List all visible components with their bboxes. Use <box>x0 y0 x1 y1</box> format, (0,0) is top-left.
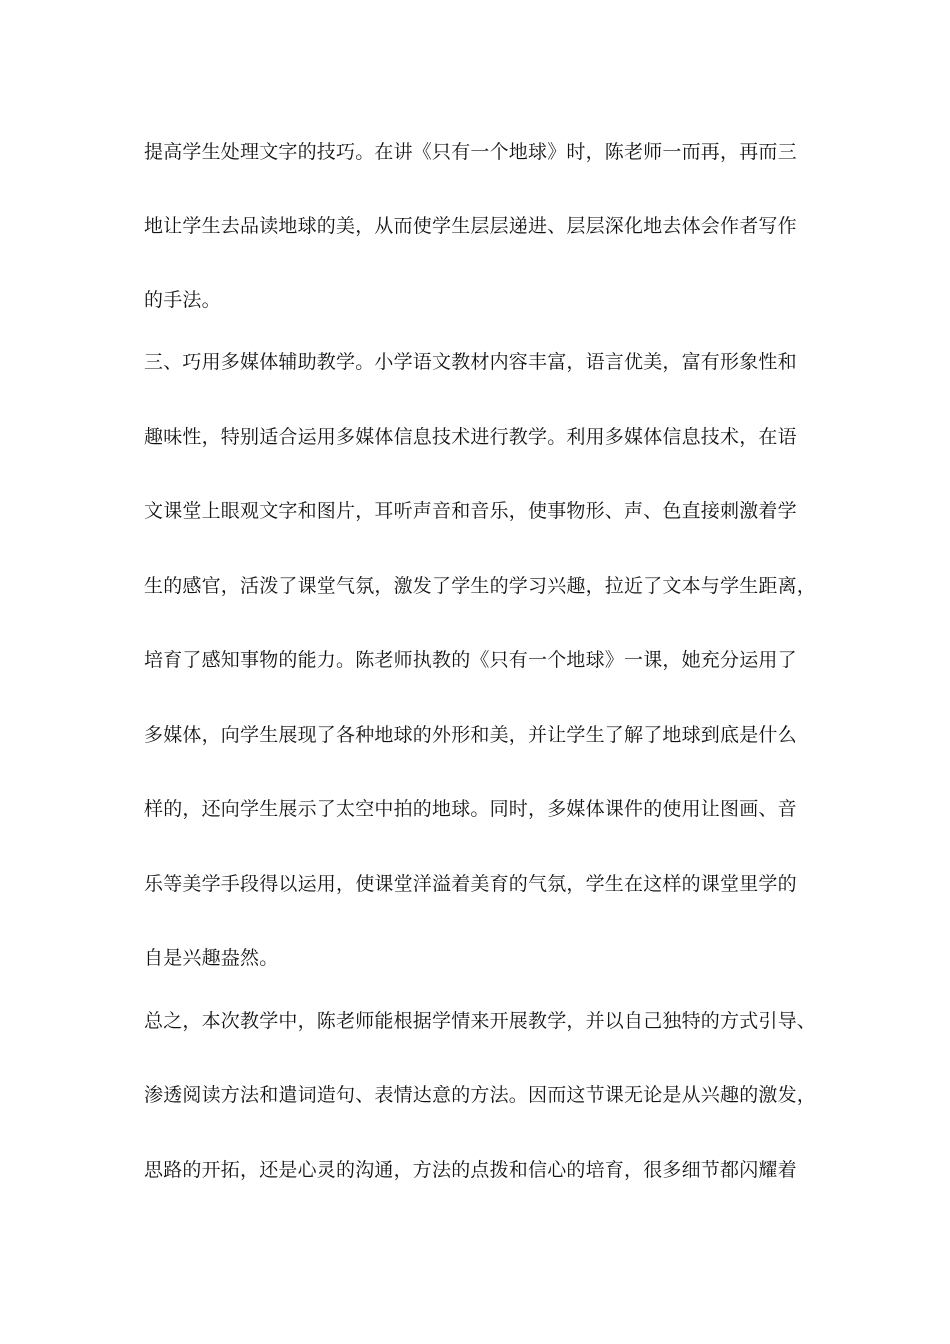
text-line: 培育了感知事物的能力。陈老师执教的《只有一个地球》一课，她充分运用了 <box>144 649 797 671</box>
text-line: 文课堂上眼观文字和图片，耳听声音和音乐，使事物形、声、色直接刺激着学 <box>144 500 797 522</box>
text-line: 总之，本次教学中，陈老师能根据学情来开展教学，并以自己独特的方式引导、 <box>144 1010 817 1032</box>
text-line: 自是兴趣盎然。 <box>144 947 279 969</box>
text-line: 思路的开拓，还是心灵的沟通，方法的点拨和信心的培育，很多细节都闪耀着 <box>144 1159 797 1181</box>
text-line: 样的，还向学生展示了太空中拍的地球。同时，多媒体课件的使用让图画、音 <box>144 798 797 820</box>
text-line: 多媒体，向学生展现了各种地球的外形和美，并让学生了解了地球到底是什么 <box>144 724 797 746</box>
text-line: 乐等美学手段得以运用，使课堂洋溢着美育的气氛，学生在这样的课堂里学的 <box>144 873 797 895</box>
text-line: 提高学生处理文字的技巧。在讲《只有一个地球》时，陈老师一而再，再而三 <box>144 141 797 163</box>
text-line: 渗透阅读方法和遣词造句、表情达意的方法。因而这节课无论是从兴趣的激发， <box>144 1084 817 1106</box>
text-line: 趣味性，特别适合运用多媒体信息技术进行教学。利用多媒体信息技术，在语 <box>144 426 797 448</box>
text-line: 生的感官，活泼了课堂气氛，激发了学生的学习兴趣，拉近了文本与学生距离， <box>144 575 817 597</box>
text-line: 三、巧用多媒体辅助教学。小学语文教材内容丰富，语言优美，富有形象性和 <box>144 351 797 373</box>
text-line: 地让学生去品读地球的美，从而使学生层层递进、层层深化地去体会作者写作 <box>144 215 797 237</box>
text-line: 的手法。 <box>144 289 221 311</box>
